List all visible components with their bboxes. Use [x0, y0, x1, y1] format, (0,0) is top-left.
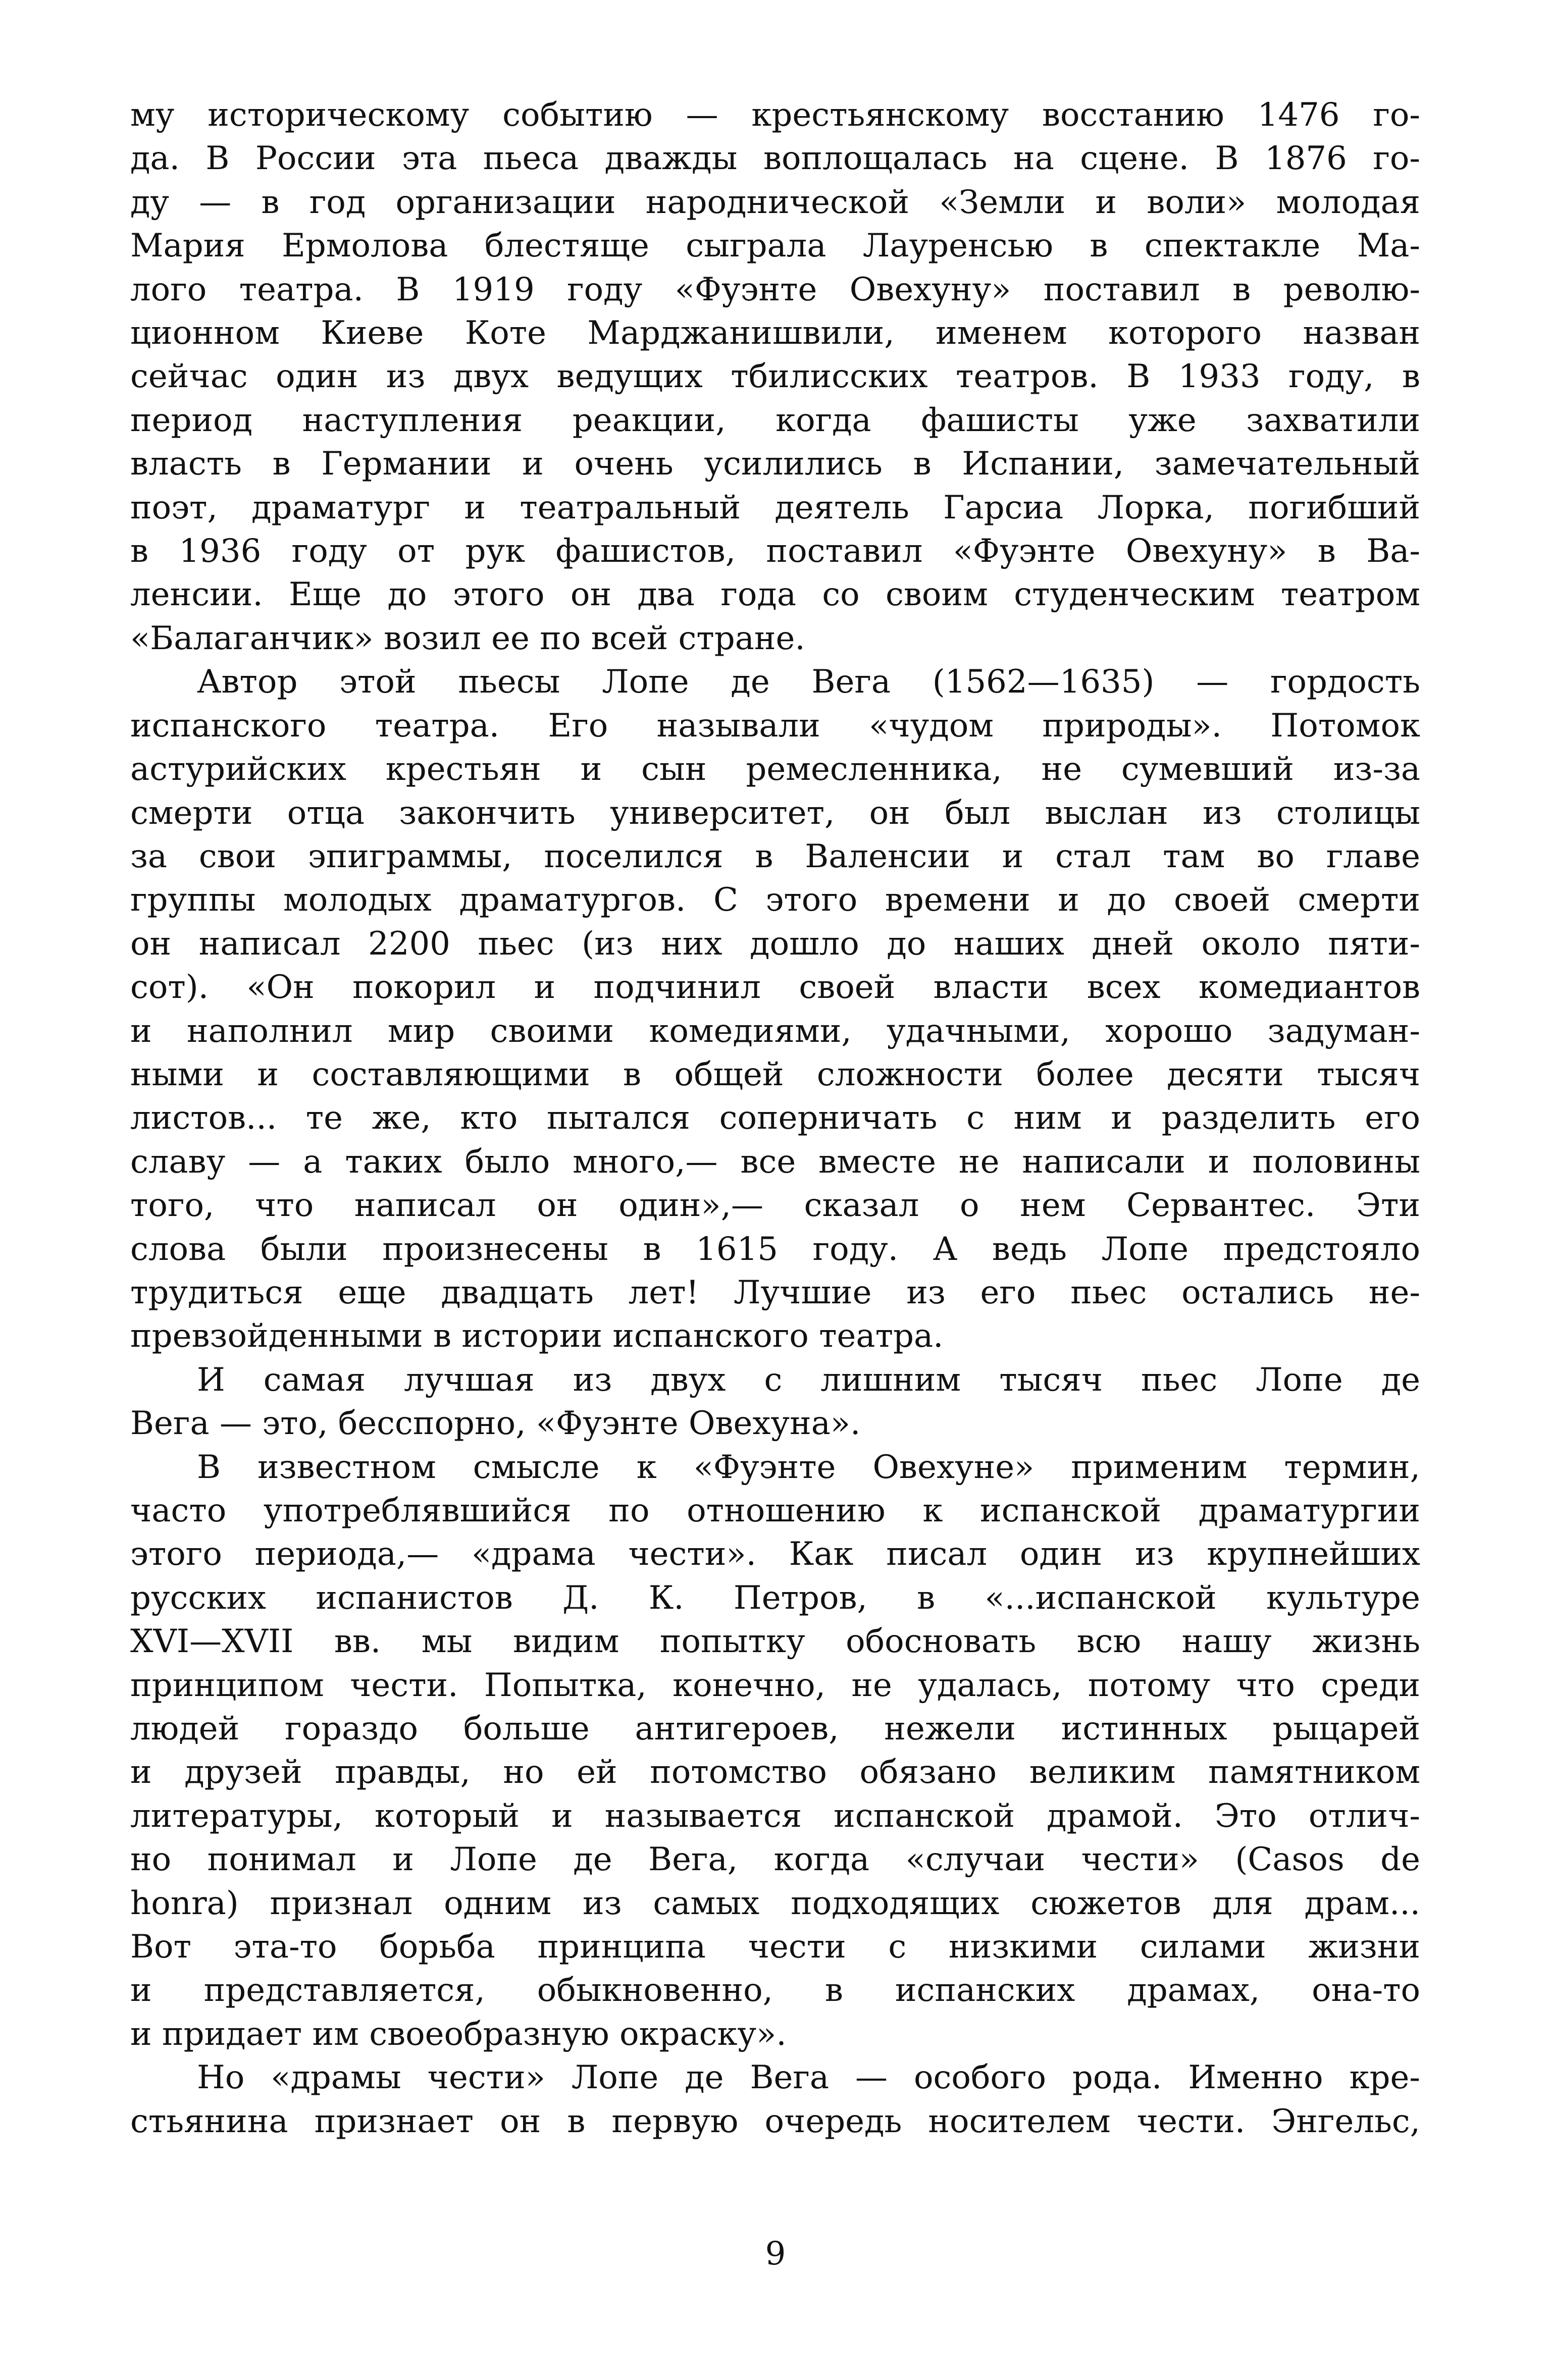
text-line: превзойденными в истории испанского театра. [130, 1317, 944, 1355]
text-line: Вот эта-то борьба принципа чести с низкими силами жизни [130, 1928, 1420, 1966]
paragraph-4 [130, 1446, 1420, 2056]
text-line: листов... те же, кто пытался соперничать с ним и разделить его [130, 1099, 1420, 1137]
text-line: астурийских крестьян и сын ремесленника, не сумевший из-за [130, 751, 1420, 788]
text-line: ционном Киеве Коте Марджанишвили, именем которого назван [130, 314, 1420, 352]
page-number: 9 [765, 2235, 786, 2272]
text-line: стьянина признает он в первую очередь носителем чести. Энгельс, [130, 2102, 1420, 2140]
text-line: И самая лучшая из двух с лишним тысяч пьес Лопе де [197, 1361, 1420, 1399]
text-line: лого театра. В 1919 году «Фуэнте Овехуну» поставил в револю- [130, 271, 1420, 308]
text-line: Автор этой пьесы Лопе де Вега (1562—1635) — гордость [197, 663, 1420, 701]
text-line: сейчас один из двух ведущих тбилисских театров. В 1933 году, в [130, 358, 1420, 396]
text-line: му историческому событию — крестьянскому восстанию 1476 го- [130, 96, 1420, 134]
text-line: за свои эпиграммы, поселился в Валенсии и стал там во главе [130, 837, 1420, 875]
text-line: часто употреблявшийся по отношению к испанской драматургии [130, 1492, 1420, 1529]
paragraph-5 [130, 2056, 1420, 2143]
text-line: «Балаганчик» возил ее по всей стране. [130, 619, 805, 657]
text-line: этого периода,— «драма чести». Как писал один из крупнейших [130, 1536, 1420, 1573]
paragraph-3 [130, 1358, 1420, 1446]
text-line: период наступления реакции, когда фашисты уже захватили [130, 401, 1420, 439]
paragraph-1 [130, 93, 1420, 660]
text-line: слова были произнесены в 1615 году. А ведь Лопе предстояло [130, 1230, 1420, 1268]
text-line: и наполнил мир своими комедиями, удачными, хорошо задуман- [130, 1012, 1420, 1050]
text-line: того, что написал он один»,— сказал о нем Сервантес. Эти [130, 1187, 1420, 1225]
text-line: Мария Ермолова блестяще сыграла Лауренсью в спектакле Ма- [130, 227, 1420, 265]
paragraph-2 [130, 660, 1420, 1358]
text-line: XVI—XVII вв. мы видим попытку обосновать всю нашу жизнь [130, 1623, 1420, 1661]
text-line: Вега — это, бесспорно, «Фуэнте Овехуна». [130, 1405, 861, 1443]
text-line: славу — а таких было много,— все вместе не написали и половины [130, 1143, 1420, 1181]
text-line: поэт, драматург и театральный деятель Гарсиа Лорка, погибший [130, 489, 1420, 526]
text-line: он написал 2200 пьес (из них дошло до наших дней около пяти- [130, 925, 1420, 963]
text-line: honra) признал одним из самых подходящих сюжетов для драм... [130, 1884, 1420, 1922]
text-line: принципом чести. Попытка, конечно, не удалась, потому что среди [130, 1666, 1420, 1704]
text-line: испанского театра. Его называли «чудом природы». Потомок [130, 707, 1420, 745]
text-line: Но «драмы чести» Лопе де Вега — особого рода. Именно кре- [197, 2059, 1420, 2097]
text-line: сот). «Он покорил и подчинил своей власти всех комедиантов [130, 969, 1420, 1007]
text-line: ленсии. Еще до этого он два года со своим студенческим театром [130, 576, 1420, 614]
text-line: в 1936 году от рук фашистов, поставил «Фуэнте Овехуну» в Ва- [130, 533, 1420, 570]
text-line: В известном смысле к «Фуэнте Овехуне» применим термин, [197, 1448, 1420, 1486]
text-line: и друзей правды, но ей потомство обязано великим памятником [130, 1754, 1420, 1791]
text-line: людей гораздо больше антигероев, нежели истинных рыцарей [130, 1710, 1420, 1748]
text-line: смерти отца закончить университет, он был выслан из столицы [130, 794, 1420, 832]
text-line: но понимал и Лопе де Вега, когда «случаи чести» (Casos de [130, 1841, 1420, 1879]
text-line: трудиться еще двадцать лет! Лучшие из его пьес остались не- [130, 1274, 1420, 1311]
text-line: литературы, который и называется испанской драмой. Это отлич- [130, 1797, 1420, 1835]
text-line: русских испанистов Д. К. Петров, в «...испанской культуре [130, 1579, 1420, 1617]
text-line: и придает им своеобразную окраску». [130, 2015, 787, 2053]
text-line: группы молодых драматургов. С этого времени и до своей смерти [130, 881, 1420, 919]
page-body [130, 93, 1420, 2143]
text-line: и представляется, обыкновенно, в испанских драмах, она-то [130, 1972, 1420, 2009]
text-line: ду — в год организации народнической «Земли и воли» молодая [130, 183, 1420, 221]
text-line: власть в Германии и очень усилились в Испании, замечательный [130, 445, 1420, 483]
text-line: ными и составляющими в общей сложности более десяти тысяч [130, 1055, 1420, 1093]
text-line: да. В России эта пьеса дважды воплощалась на сцене. В 1876 го- [130, 140, 1420, 178]
